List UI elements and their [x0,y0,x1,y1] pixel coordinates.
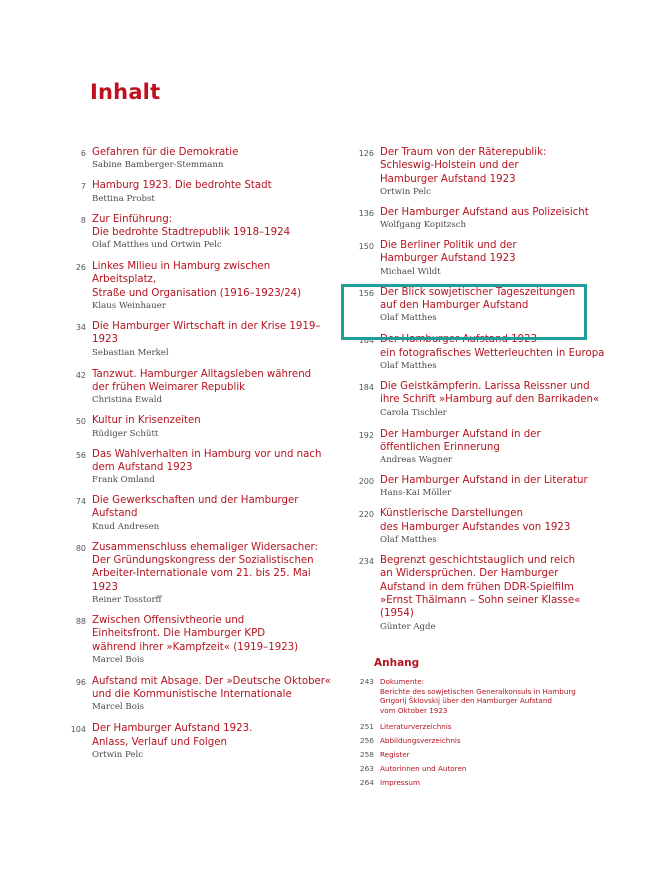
toc-entry[interactable] [346,507,606,546]
toc-entry[interactable] [58,368,333,407]
toc-page-number: 6 [80,149,86,158]
toc-entry-title: Künstlerische Darstellungen des Hamburger Aufstandes von 1923 [380,508,571,533]
toc-page-number: 220 [358,510,374,520]
toc-entry[interactable] [58,213,333,252]
toc-entry[interactable] [58,146,333,171]
toc-entry-author: Andreas Wagner [380,455,453,466]
toc-entry-title: Kultur in Krisenzeiten [92,415,201,427]
toc-entry-title: Die Geistkämpferin. Larissa Reissner und ihre Schrift »Hamburg auf den Barrikaden« [380,380,600,406]
toc-entry-author: Günter Agde [380,621,436,632]
toc-entry[interactable] [58,179,333,204]
toc-entry-title: Der Hamburger Aufstand in der Literatur [380,475,588,487]
appendix-item-title: Autorinnen und Autoren [380,764,467,773]
toc-entry-title: Gefahren für die Demokratie [92,147,239,158]
appendix-item[interactable] [346,778,606,788]
toc-entry-author: Rüdiger Schütt [92,428,159,439]
toc-entry-author: Olaf Matthes [380,313,437,324]
toc-entry-title: Die Hamburger Wirtschaft in der Krise 1919–1923 [92,321,321,346]
appendix-item[interactable] [346,677,606,715]
toc-entry-title: Zur Einführung: Die bedrohte Stadtrepublik 1918–1924 [92,213,291,238]
toc-page-number: 26 [75,263,86,273]
toc-entry[interactable] [58,448,333,487]
toc-entry-title: Der Blick sowjetischer Tageszeitungen auf den Hamburger Aufstand [380,286,576,312]
toc-entry-title: Der Hamburger Aufstand 1923. Anlass, Verlauf und Folgen [92,723,253,748]
toc-page-number: 42 [75,370,86,380]
toc-entry-author: Knud Andresen [92,521,160,532]
toc-entry-author: Ortwin Pelc [92,750,144,761]
appendix-item-title: Dokumente: Berichte des sowjetischen Generalkonsuls in Hamburg Grigorij Šklovskij über den Hamburger Aufstand vom Oktober 1923 [380,677,576,715]
toc-entry-author: Marcel Bois [92,654,145,665]
toc-page-number: 34 [75,323,86,333]
appendix-item[interactable] [346,764,606,774]
highlight-box [341,284,587,340]
toc-page-number: 50 [75,417,86,427]
toc-page-number: 126 [358,149,374,158]
toc-entry-author: Olaf Matthes [380,360,437,371]
toc-page-number: 156 [358,288,374,298]
toc-page-number: 96 [75,677,86,687]
appendix-item-title: Register [380,750,410,759]
toc-entry-title: Das Wahlverhalten in Hamburg vor und nach dem Aufstand 1923 [92,448,322,473]
toc-page-number: 56 [75,450,86,460]
appendix-item-title: Literaturverzeichnis [380,722,452,731]
appendix-list [346,677,606,792]
appendix-page-number: 251 [359,722,374,731]
toc-entry[interactable] [346,474,606,499]
toc-entry-title: Der Hamburger Aufstand in der öffentlichen Erinnerung [380,428,541,453]
toc-page-number: 200 [358,477,374,487]
toc-entry-author: Bettina Probst [92,193,155,204]
toc-entry-title: Hamburg 1923. Die bedrohte Stadt [92,180,272,192]
toc-entry-title: Der Traum von der Räterepublik: Schleswig-Holstein und der Hamburger Aufstand 1923 [380,147,547,185]
toc-page-number: 74 [75,497,86,507]
toc-entry[interactable] [346,206,606,231]
toc-page-number: 7 [80,182,86,192]
toc-entry-author: Sebastian Merkel [92,347,169,358]
appendix-item[interactable] [346,750,606,760]
appendix-page-number: 258 [359,750,374,759]
toc-entry[interactable] [58,260,333,312]
toc-entry-title: Zusammenschluss ehemaliger Widersacher: Der Gründungskongress der Sozialistischen Arbeiter-Internationale vom 21. bis 25. Mai 1923 [92,541,318,593]
toc-entry-title: Der Hamburger Aufstand aus Polizeisicht [380,206,589,218]
toc-page-number: 192 [358,430,374,440]
appendix-item-title: Impressum [380,778,420,787]
toc-entry[interactable] [58,320,333,359]
toc-page-number: 164 [358,336,374,346]
toc-page-number: 8 [80,215,86,225]
toc-entry[interactable] [58,494,333,533]
toc-entry-author: Hans-Kai Möller [380,488,452,499]
toc-entry-title: Aufstand mit Absage. Der »Deutsche Oktober« und die Kommunistische Internationale [92,675,331,701]
toc-entry-title: Der Hamburger Aufstand 1923 – ein fotografisches Wetterleuchten in Europa [380,334,605,359]
toc-entry[interactable] [346,380,606,419]
toc-entry-author: Michael Wildt [380,266,441,277]
toc-entry[interactable] [58,675,333,714]
toc-page-number: 80 [75,543,86,553]
toc-entry[interactable] [346,239,606,278]
toc-entry-author: Carola Tischler [380,407,447,418]
toc-entry[interactable] [58,614,333,666]
toc-entry-author: Frank Omland [92,475,155,486]
toc-column-right [346,146,606,642]
toc-entry-author: Olaf Matthes [380,535,437,546]
toc-entry-title: Linkes Milieu in Hamburg zwischen Arbeitsplatz, Straße und Organisation (1916–1923/24) [92,261,302,299]
toc-page-number: 136 [358,208,374,218]
toc-entry-author: Olaf Matthes und Ortwin Pelc [92,240,222,251]
appendix-page-number: 264 [359,778,374,787]
page-title: Inhalt [90,80,161,104]
toc-entry-author: Wolfgang Kopitzsch [380,220,467,231]
toc-page-number: 234 [358,557,374,567]
toc-entry[interactable] [58,722,333,761]
toc-page-number: 88 [75,616,86,626]
toc-entry[interactable] [58,541,333,606]
appendix-item[interactable] [346,722,606,732]
appendix-item[interactable] [346,736,606,746]
toc-entry-title: Begrenzt geschichtstauglich und reich an Widersprüchen. Der Hamburger Aufstand in dem frühen DDR-Spielfilm »Ernst Thälmann – Sohn seiner Klasse« (1954) [380,555,581,620]
toc-entry[interactable] [58,414,333,439]
toc-entry-title: Die Gewerkschaften und der Hamburger Aufstand [92,495,299,520]
appendix-page-number: 256 [359,736,374,745]
toc-entry-author: Sabine Bamberger-Stemmann [92,160,224,171]
toc-entry-title: Die Berliner Politik und der Hamburger Aufstand 1923 [380,240,517,265]
toc-entry[interactable] [346,146,606,198]
toc-page-number: 184 [358,382,374,392]
toc-page-number: 150 [358,242,374,252]
toc-entry-title: Tanzwut. Hamburger Alltagsleben während der frühen Weimarer Republik [92,368,312,393]
toc-column-left [58,146,333,770]
toc-entry[interactable] [346,554,606,632]
appendix-heading: Anhang [374,657,420,669]
appendix-page-number: 263 [359,764,374,773]
toc-page-number: 104 [70,725,86,735]
toc-entry-author: Klaus Weinhauer [92,301,166,312]
toc-entry-author: Christina Ewald [92,395,162,406]
toc-entry-title: Zwischen Offensivtheorie und Einheitsfront. Die Hamburger KPD während ihrer »Kampfzeit« (1919–1923) [92,614,299,653]
toc-entry[interactable] [346,428,606,467]
toc-entry-author: Marcel Bois [92,702,145,713]
toc-entry-author: Ortwin Pelc [380,186,432,197]
toc-entry-author: Reiner Tosstorff [92,594,162,605]
appendix-page-number: 243 [359,677,374,686]
appendix-item-title: Abbildungsverzeichnis [380,736,461,745]
